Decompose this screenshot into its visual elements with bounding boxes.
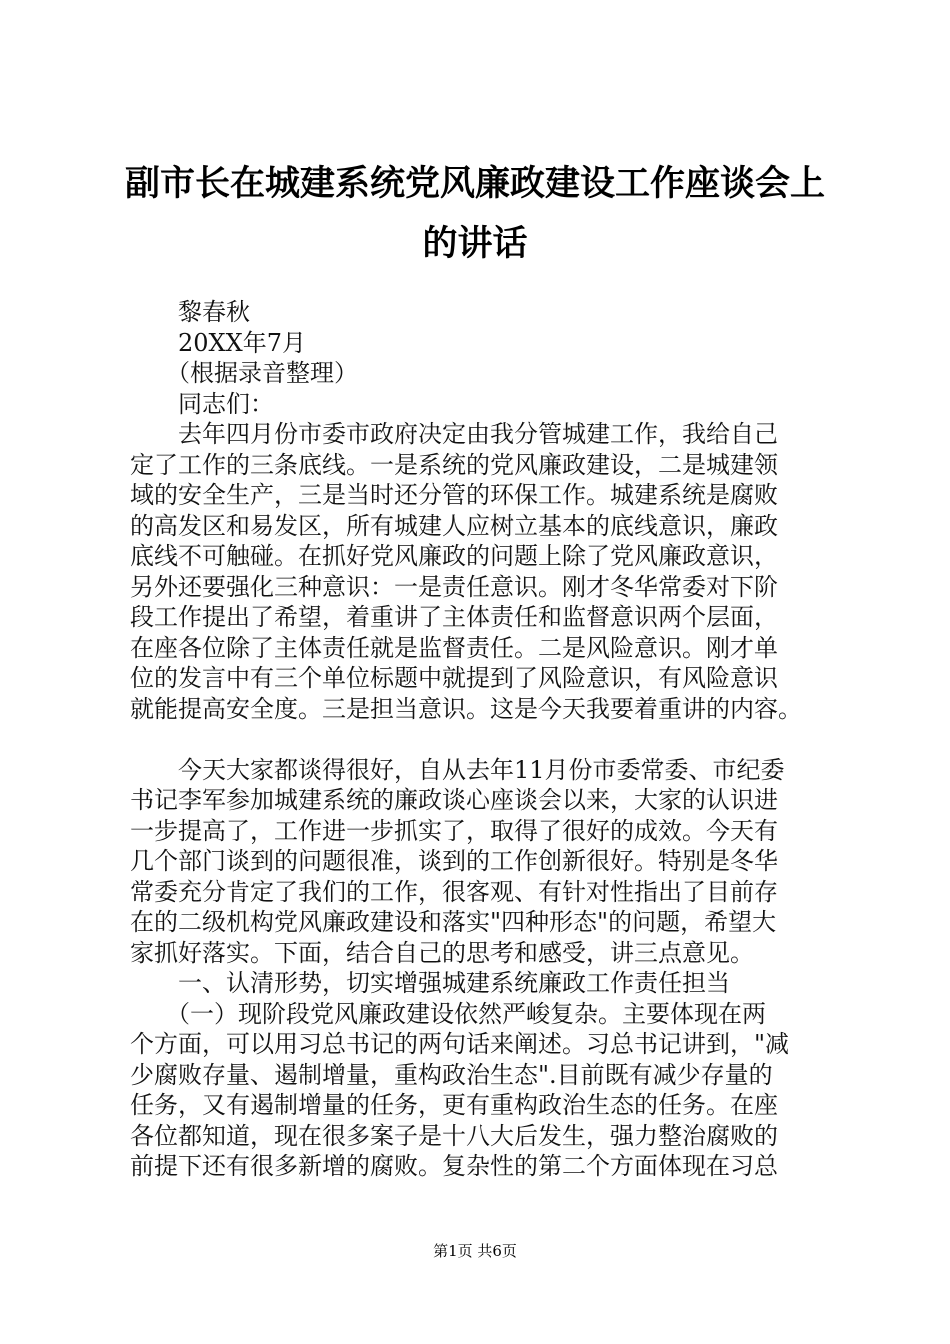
- paragraph-line: 去年四月份市委市政府决定由我分管城建工作，我给自己: [178, 420, 778, 448]
- paragraph-spacer: [130, 724, 830, 755]
- section-heading: 一、认清形势，切实增强城建系统廉政工作责任担当: [178, 969, 730, 997]
- paragraph-line: 书记李军参加城建系统的廉政谈心座谈会以来，大家的认识进: [130, 786, 778, 814]
- paragraph-line: 位的发言中有三个单位标题中就提到了风险意识，有风险意识: [130, 664, 778, 692]
- paragraph-line: 常委充分肯定了我们的工作，很客观、有针对性指出了目前存: [130, 877, 778, 906]
- paragraph-line: 任务，又有遏制增量的任务，更有重构政治生态的任务。在座: [130, 1091, 778, 1119]
- paragraph-line: 在的二级机构党风廉政建设和落实"四种形态"的问题，希望大: [130, 908, 777, 936]
- paragraph-line: 域的安全生产，三是当时还分管的环保工作。城建系统是腐败: [130, 481, 778, 509]
- salutation: 同志们：: [178, 389, 274, 418]
- document-body: [130, 297, 830, 1182]
- transcript-note: （根据录音整理）: [166, 359, 358, 387]
- author-name: 黎春秋: [178, 298, 250, 326]
- speech-date: 20XX年7月: [178, 328, 306, 357]
- paragraph-1: [130, 419, 830, 724]
- document-title-line-2: 的讲话: [422, 223, 528, 264]
- page-number-footer: 第1页 共6页: [433, 1242, 517, 1260]
- paragraph-2: [130, 755, 830, 969]
- document-title-line-1: 副市长在城建系统党风廉政建设工作座谈会上: [124, 163, 825, 204]
- paragraph-line: 今天大家都谈得很好，自从去年11月份市委常委、市纪委: [178, 755, 785, 784]
- paragraph-line: 几个部门谈到的问题很准，谈到的工作创新很好。特别是冬华: [130, 847, 778, 875]
- paragraph-line: 家抓好落实。下面，结合自己的思考和感受，讲三点意见。: [130, 938, 754, 967]
- paragraph-line: 一步提高了，工作进一步抓实了，取得了很好的成效。今天有: [130, 816, 778, 845]
- paragraph-line: 各位都知道，现在很多案子是十八大后发生，强力整治腐败的: [130, 1121, 778, 1150]
- paragraph-line: 定了工作的三条底线。一是系统的党风廉政建设，二是城建领: [130, 450, 778, 479]
- paragraph-line: 底线不可触碰。在抓好党风廉政的问题上除了党风廉政意识，: [130, 542, 778, 570]
- paragraph-line: 就能提高安全度。三是担当意识。这是今天我要着重讲的内容。: [130, 694, 802, 723]
- paragraph-line: （一）现阶段党风廉政建设依然严峻复杂。主要体现在两: [166, 999, 766, 1028]
- paragraph-3: [130, 999, 830, 1182]
- paragraph-line: 段工作提出了希望，着重讲了主体责任和监督意识两个层面，: [130, 603, 778, 631]
- paragraph-line: 前提下还有很多新增的腐败。复杂性的第二个方面体现在习总: [130, 1152, 778, 1180]
- paragraph-line: 个方面，可以用习总书记的两句话来阐述。习总书记讲到，"减: [130, 1030, 790, 1058]
- paragraph-line: 少腐败存量、遏制增量，重构政治生态".目前既有减少存量的: [130, 1060, 773, 1089]
- paragraph-line: 另外还要强化三种意识：一是责任意识。刚才冬华常委对下阶: [130, 572, 778, 601]
- paragraph-line: 在座各位除了主体责任就是监督责任。二是风险意识。刚才单: [130, 633, 778, 662]
- paragraph-line: 的高发区和易发区，所有城建人应树立基本的底线意识，廉政: [130, 511, 778, 540]
